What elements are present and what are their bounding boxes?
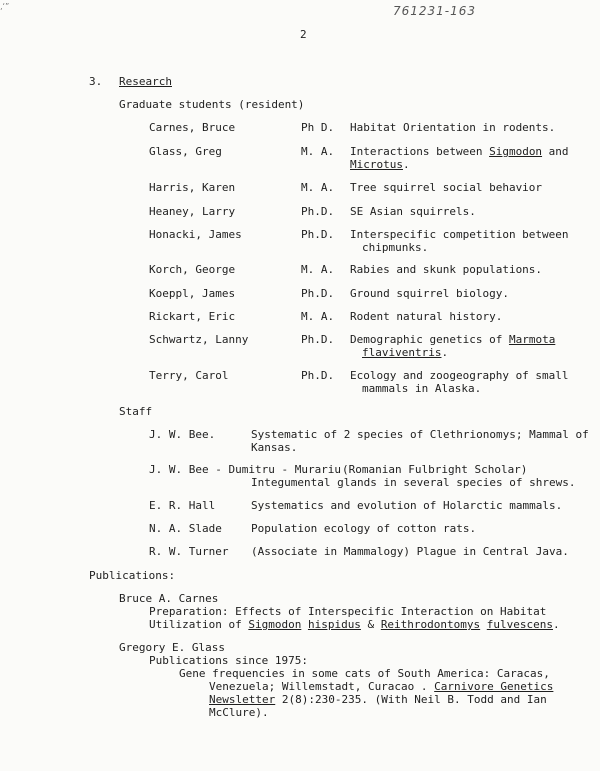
pub-author: Gregory E. Glass bbox=[119, 641, 225, 654]
corner-mark: ‚‘” bbox=[0, 2, 10, 11]
student-topic: Rodent natural history. bbox=[350, 310, 503, 323]
student-name: Carnes, Bruce bbox=[149, 121, 236, 134]
student-topic: Rabies and skunk populations. bbox=[350, 263, 543, 276]
student-topic: Interactions between Sigmodon and bbox=[350, 145, 569, 158]
student-topic: Ecology and zoogeography of small bbox=[350, 369, 569, 382]
student-degree: Ph.D. bbox=[301, 369, 335, 382]
student-name: Harris, Karen bbox=[149, 181, 236, 194]
student-topic: Habitat Orientation in rodents. bbox=[350, 121, 556, 134]
staff-name: E. R. Hall bbox=[149, 499, 216, 512]
staff-name: J. W. Bee - Dumitru - Murariu bbox=[149, 463, 342, 476]
student-degree: M. A. bbox=[301, 310, 335, 323]
student-topic-cont: chipmunks. bbox=[362, 241, 429, 254]
student-degree: Ph.D. bbox=[301, 228, 335, 241]
staff-topic: Population ecology of cotton rats. bbox=[251, 522, 477, 535]
student-name: Rickart, Eric bbox=[149, 310, 236, 323]
student-degree: Ph.D. bbox=[301, 287, 335, 300]
staff-topic: (Associate in Mammalogy) Plague in Central Java. bbox=[251, 545, 569, 558]
student-topic: Demographic genetics of Marmota bbox=[350, 333, 556, 346]
page-number: 2 bbox=[300, 28, 307, 41]
student-degree: Ph D. bbox=[301, 121, 335, 134]
student-name: Glass, Greg bbox=[149, 145, 222, 158]
grad-heading: Graduate students (resident) bbox=[119, 98, 305, 111]
student-name: Honacki, James bbox=[149, 228, 242, 241]
student-topic: Ground squirrel biology. bbox=[350, 287, 509, 300]
pub-line: Gene frequencies in some cats of South America: Caracas, bbox=[179, 667, 550, 680]
staff-topic-cont: Integumental glands in several species of shrews. bbox=[251, 476, 576, 489]
staff-name: N. A. Slade bbox=[149, 522, 222, 535]
pub-line: Venezuela; Willemstadt, Curacao . Carnivore Genetics bbox=[209, 680, 554, 693]
student-name: Heaney, Larry bbox=[149, 205, 236, 218]
staff-heading: Staff bbox=[119, 405, 153, 418]
publications-heading: Publications: bbox=[89, 569, 176, 582]
staff-note: (Romanian Fulbright Scholar) bbox=[342, 463, 528, 476]
pub-author: Bruce A. Carnes bbox=[119, 592, 219, 605]
section-title: Research bbox=[119, 75, 172, 88]
staff-topic-cont: Kansas. bbox=[251, 441, 298, 454]
student-name: Schwartz, Lanny bbox=[149, 333, 249, 346]
pub-subheading: Publications since 1975: bbox=[149, 654, 308, 667]
student-topic: Tree squirrel social behavior bbox=[350, 181, 543, 194]
student-name: Korch, George bbox=[149, 263, 236, 276]
student-topic-cont: Microtus. bbox=[350, 158, 410, 171]
pub-line: Utilization of Sigmodon hispidus & Reithrodontomys fulvescens. bbox=[149, 618, 560, 631]
student-topic: SE Asian squirrels. bbox=[350, 205, 476, 218]
student-degree: M. A. bbox=[301, 145, 335, 158]
student-degree: M. A. bbox=[301, 181, 335, 194]
student-topic-cont: mammals in Alaska. bbox=[362, 382, 482, 395]
pub-line: McClure). bbox=[209, 706, 269, 719]
staff-name: J. W. Bee. bbox=[149, 428, 216, 441]
student-degree: M. A. bbox=[301, 263, 335, 276]
student-topic-cont: flaviventris. bbox=[362, 346, 449, 359]
student-topic: Interspecific competition between bbox=[350, 228, 569, 241]
student-name: Koeppl, James bbox=[149, 287, 236, 300]
document-id: 761231-163 bbox=[393, 4, 477, 18]
staff-name: R. W. Turner bbox=[149, 545, 229, 558]
pub-line: Newsletter 2(8):230-235. (With Neil B. Todd and Ian bbox=[209, 693, 547, 706]
pub-line: Preparation: Effects of Interspecific Interaction on Habitat bbox=[149, 605, 547, 618]
student-degree: Ph.D. bbox=[301, 205, 335, 218]
student-degree: Ph.D. bbox=[301, 333, 335, 346]
section-number: 3. bbox=[89, 75, 103, 88]
staff-topic: Systematic of 2 species of Clethrionomys; Mammal of bbox=[251, 428, 589, 441]
staff-topic: Systematics and evolution of Holarctic mammals. bbox=[251, 499, 563, 512]
student-name: Terry, Carol bbox=[149, 369, 229, 382]
